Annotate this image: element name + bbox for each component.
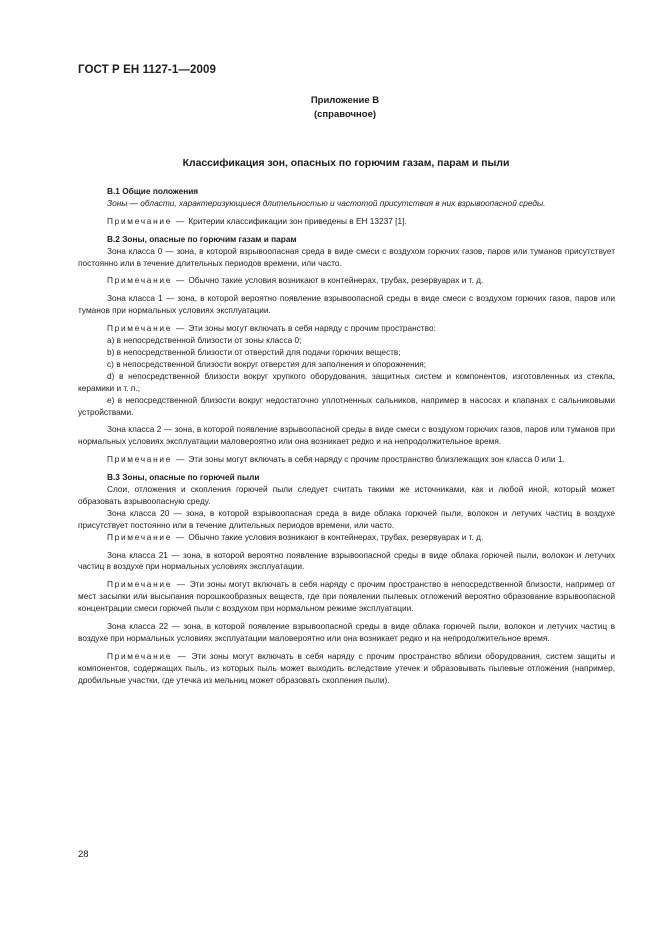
note-text: Критерии классификации зон приведены в ЕН 13237 [1]. bbox=[188, 215, 407, 226]
annex-note: (справочное) bbox=[313, 109, 377, 120]
paragraph: Зона класса 21 — зона, в которой вероятно появление взрывоопасной среды в виде облака горючей пыли, волокон и летучих частиц в воздухе при нормальных условиях эксплуатации. bbox=[78, 549, 615, 572]
paragraph: Зона класса 22 — зона, в которой появление взрывоопасной среды в виде облака горючей пыли, волокон и летучих частиц в воздухе при нормальных условиях эксплуатации маловероятно или она возникает редко и на непродолжительное время. bbox=[78, 621, 615, 643]
note-label: Примечание — bbox=[107, 215, 187, 226]
list-item: e) в непосредственной близости вокруг недостаточно уплотненных сальников, например в насосах и клапанах с сальниковыми устройствами. bbox=[78, 394, 615, 417]
section-heading: В.3 Зоны, опасные по горючей пыли bbox=[107, 472, 260, 483]
paragraph: Зона класса 20 — зона, в которой взрывоопасная среда в виде облака горючей пыли, волокон и летучих частиц в воздухе присутствует постоянно или в течение длительных периодов времени, или часто. bbox=[78, 507, 615, 530]
note-paragraph bbox=[78, 323, 615, 335]
note-label: Примечание — bbox=[107, 579, 187, 590]
section-heading: В.1 Общие положения bbox=[107, 186, 199, 196]
section-heading: В.2 Зоны, опасные по горючим газам и парам bbox=[107, 233, 297, 244]
paragraph: Слои, отложения и скопления горючей пыли следует считать такими же источниками, как и любой иной, который может образовать взрывоопасную среду. bbox=[78, 484, 615, 506]
paragraph: Зона класса 1 — зона, в которой вероятно появление взрывоопасной среды в виде смеси с воздухом горючих газов, паров или туманов при нормальных условиях эксплуатации. bbox=[78, 293, 615, 316]
annex-title: Классификация зон, опасных по горючим газам, парам и пыли bbox=[182, 158, 510, 169]
page-number: 28 bbox=[78, 849, 89, 860]
note-paragraph bbox=[78, 651, 615, 687]
list-item: d) в непосредственной близости вокруг хрупкого оборудования, защитных систем и компонентов, изготовленных из стекла, керамики и т. п.; bbox=[78, 370, 615, 393]
paragraph: Зона класса 2 — зона, в которой появление взрывоопасной среды в виде смеси с воздухом горючих газов, паров или туманов при нормальных условиях эксплуатации маловероятно или она возникает редко и на непродолжительное время. bbox=[78, 424, 615, 447]
note-paragraph bbox=[78, 579, 615, 615]
list-item: b) в непосредственной близости от отверстий для подачи горючих веществ; bbox=[107, 346, 401, 357]
note-text: Эти зоны могут включать в себя наряду с прочим пространство в непосредственной близости, например от мест засыпки или высыпания порошкообразных веществ, где при появлении пылевых отложений вероятно образование взрывоопасной концентрации смеси горючей пыли с воздухом при нормальном режиме эксплуатации. bbox=[78, 579, 616, 614]
list-item: a) в непосредственной близости от зоны класса 0; bbox=[107, 335, 302, 346]
list-item: c) в непосредственной близости вокруг отверстия для заполнения и опорожнения; bbox=[107, 358, 427, 369]
note-text: Эти зоны могут включать в себя наряду с прочим пространство: bbox=[188, 323, 436, 334]
note-text: Обычно такие условия возникают в контейнерах, трубах, резервуарах и т. д. bbox=[188, 275, 484, 286]
note-label: Примечание — bbox=[107, 531, 187, 542]
note-paragraph bbox=[78, 216, 615, 228]
note-paragraph bbox=[78, 532, 615, 544]
note-label: Примечание — bbox=[107, 454, 187, 465]
paragraph: Зоны — области, характеризующиеся длительностью и частотой присутствия в них взрывоопасной среды. bbox=[107, 197, 546, 208]
note-label: Примечание — bbox=[107, 650, 188, 661]
note-paragraph bbox=[78, 454, 615, 466]
note-paragraph bbox=[78, 275, 615, 287]
document-header: ГОСТ Р ЕН 1127-1—2009 bbox=[78, 64, 216, 76]
note-text: Эти зоны могут включать в себя наряду с прочим пространство близлежащих зон класса 0 или 1. bbox=[188, 454, 565, 465]
annex-label: Приложение В bbox=[310, 95, 380, 106]
annex-body bbox=[78, 186, 615, 687]
paragraph: Зона класса 0 — зона, в которой взрывоопасная среда в виде смеси с воздухом горючих газов, паров или туманов присутствует постоянно или в течение длительных периодов времени, или часто. bbox=[78, 245, 615, 268]
note-text: Обычно такие условия возникают в контейнерах, трубах, резервуарах и т. д. bbox=[188, 531, 484, 542]
note-label: Примечание — bbox=[107, 275, 187, 286]
note-label: Примечание — bbox=[107, 323, 187, 334]
note-text: Эти зоны могут включать в себя наряду с прочим пространство вблизи оборудования, систем защиты и компонентов, содержащих пыль, из которых пыль может выходить вследствие утечек и образовывать пылевые отложения (например, дробильные участки, где утечка из мельниц может образовать скопления пыли). bbox=[78, 650, 615, 685]
